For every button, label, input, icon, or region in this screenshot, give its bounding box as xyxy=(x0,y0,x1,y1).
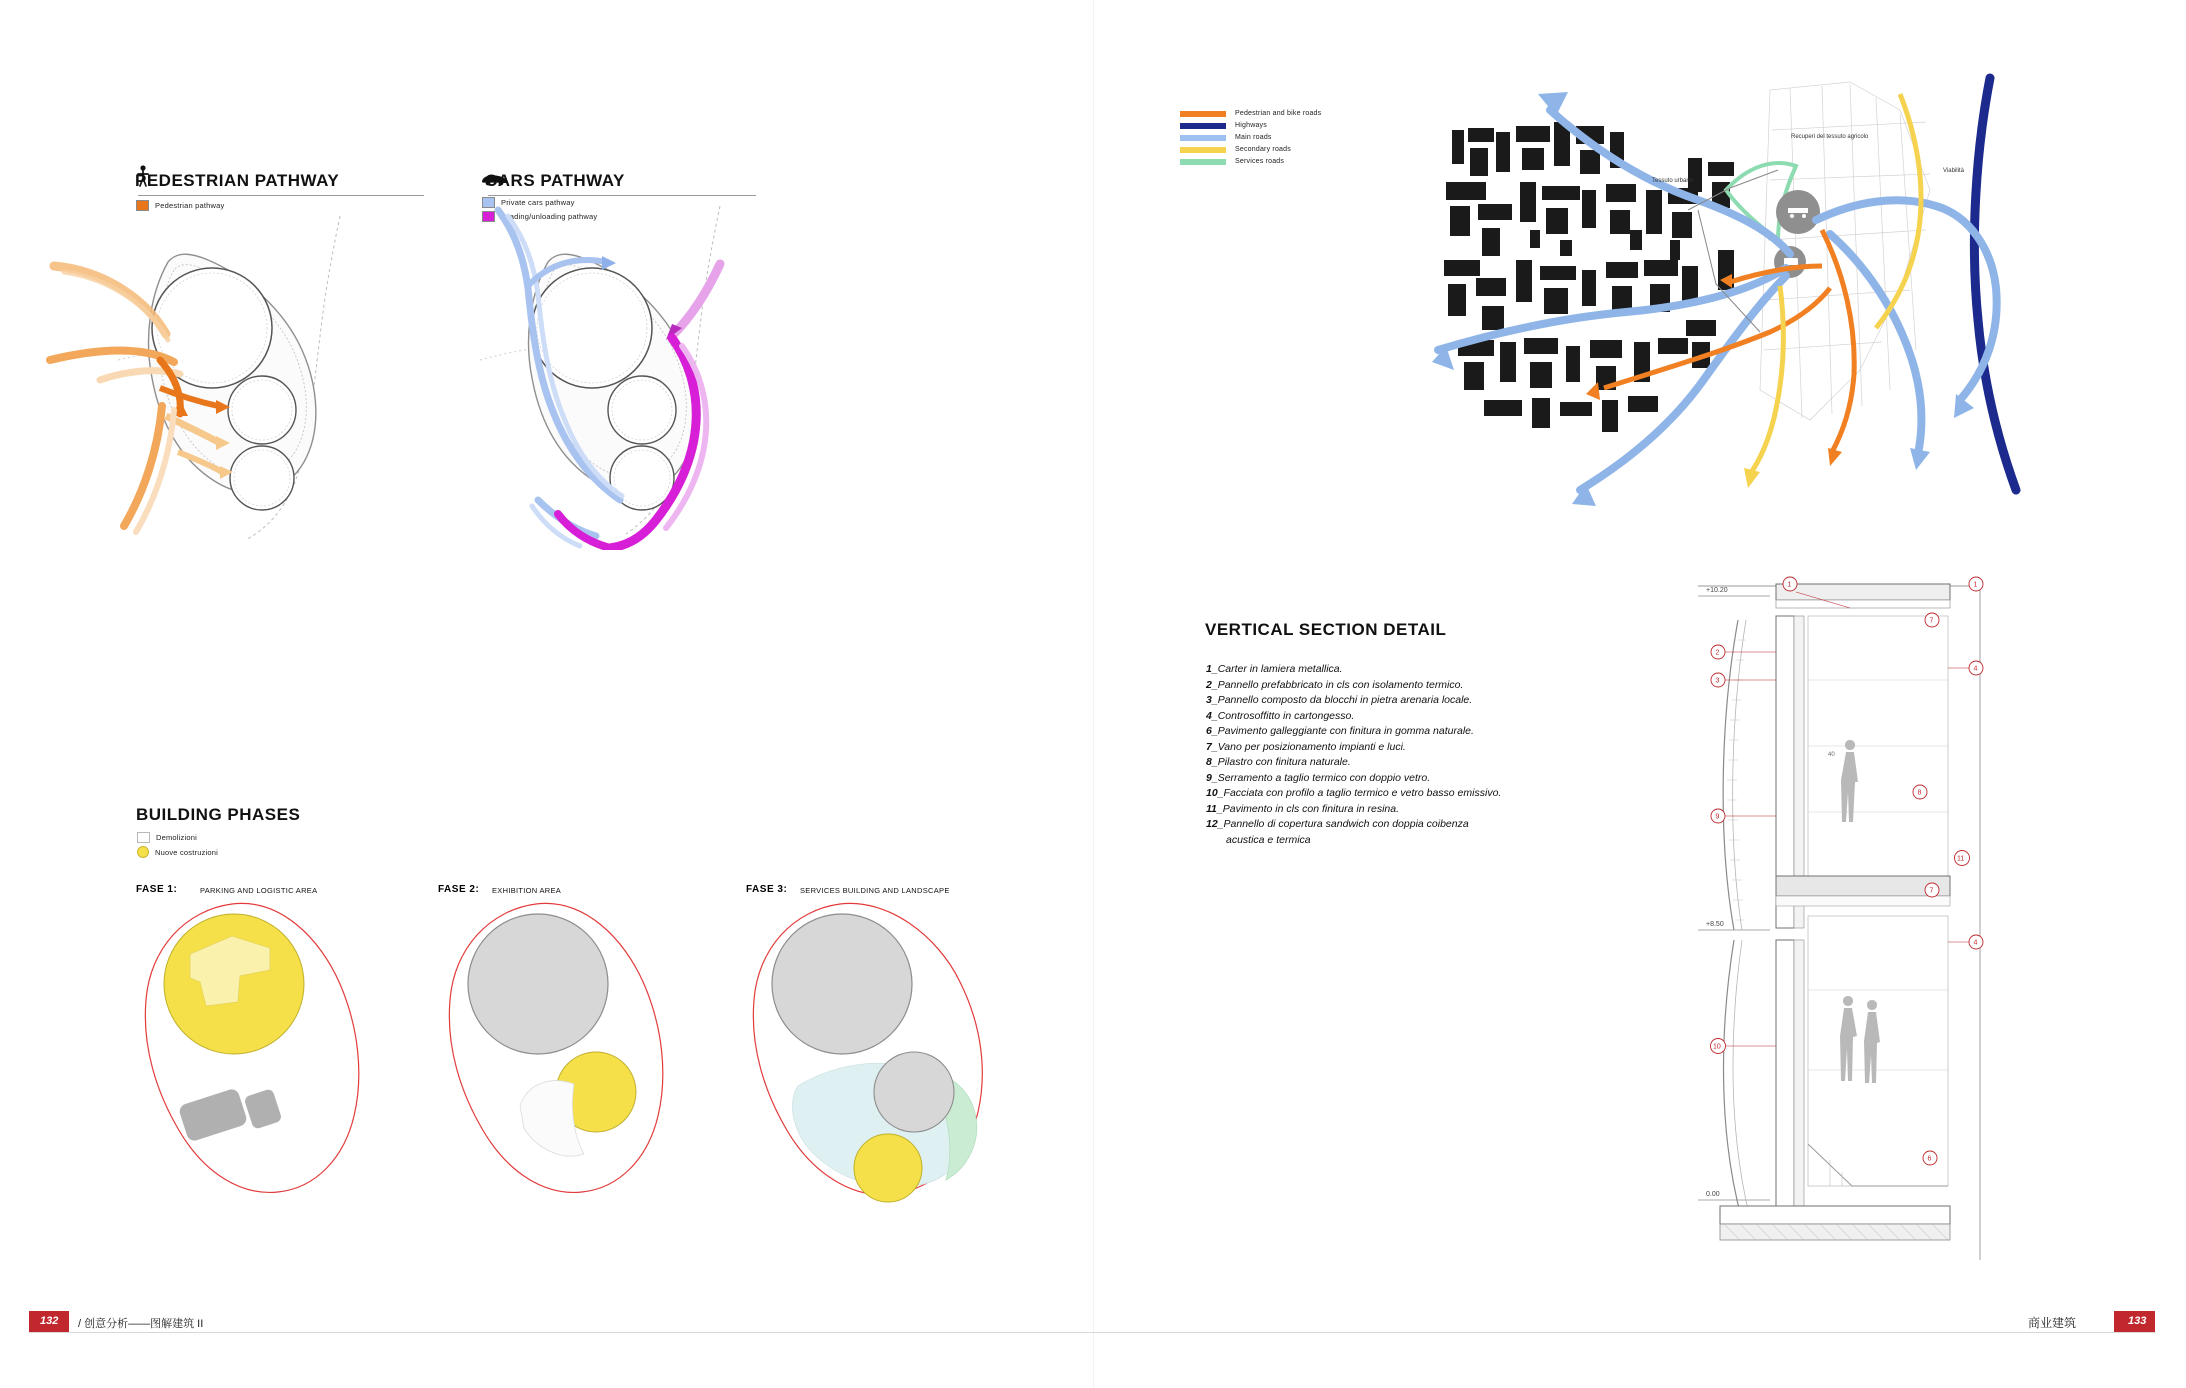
legend-line xyxy=(1180,159,1226,165)
svg-text:0.00: 0.00 xyxy=(1706,1191,1720,1198)
list-item: 7_Vano per posizionamento impianti e luci. xyxy=(1206,740,1406,753)
urban-context-map xyxy=(1430,70,2030,510)
list-item: 3_Pannello composto da blocchi in pietra arenaria locale. xyxy=(1206,694,1473,706)
legend-item xyxy=(1180,146,1321,153)
list-item: acustica e termica xyxy=(1226,833,1311,846)
svg-text:+8.50: +8.50 xyxy=(1706,921,1724,928)
list-item: 9_Serramento a taglio termico con doppio vetro. xyxy=(1206,771,1431,784)
legend-label: Nuove costruzioni xyxy=(155,847,219,857)
legend-label: Loading/unloading pathway xyxy=(501,212,598,221)
legend-label: Highways xyxy=(1235,122,1267,129)
legend-label: Pedestrian and bike roads xyxy=(1235,110,1322,117)
building-phases-title: BUILDING PHASES xyxy=(136,805,301,824)
pedestrian-pathway-title: PEDESTRIAN PATHWAY xyxy=(135,171,340,190)
phase-2-sublabel: EXHIBITION AREA xyxy=(492,886,562,895)
phase-1-diagram xyxy=(120,896,390,1216)
legend-item xyxy=(1180,158,1321,165)
vertical-section-legend-list xyxy=(1206,662,1626,848)
phase-1-sublabel: PARKING AND LOGISTIC AREA xyxy=(200,886,318,895)
legend-swatch xyxy=(137,832,150,843)
list-item: 6_Pavimento galleggiante con finitura in gomma naturale. xyxy=(1206,725,1474,737)
legend-label: Secondary roads xyxy=(1235,146,1291,153)
svg-text:+10.20: +10.20 xyxy=(1706,587,1728,594)
cars-title-underline xyxy=(488,195,756,196)
svg-text:1: 1 xyxy=(1787,581,1792,589)
footer-rule xyxy=(29,1332,2156,1333)
legend-item xyxy=(1180,134,1321,141)
footer-right-text: 商业建筑 xyxy=(2028,1316,2077,1330)
legend-item xyxy=(1180,122,1321,129)
legend-item xyxy=(137,832,218,843)
legend-line xyxy=(1180,135,1226,141)
footer-right-page-number: 133 xyxy=(2128,1315,2147,1327)
vertical-section-drawing xyxy=(1680,560,2000,1300)
svg-text:1: 1 xyxy=(1973,581,1978,589)
legend-label: Demolizioni xyxy=(156,833,197,842)
legend-label: Main roads xyxy=(1235,134,1272,141)
legend-line xyxy=(1180,147,1226,153)
map-caption: Viabilità xyxy=(1943,168,1964,174)
legend-label: Services roads xyxy=(1235,158,1285,165)
building-phases-legend xyxy=(137,832,218,861)
list-item: 4_Controsoffitto in cartongesso. xyxy=(1206,709,1355,722)
list-item: 10_Facciata con profilo a taglio termico e vetro basso emissivo. xyxy=(1206,787,1502,799)
legend-swatch xyxy=(137,846,149,858)
phase-1-label: FASE 1: xyxy=(136,884,178,895)
svg-text:10: 10 xyxy=(1713,1043,1721,1051)
list-item: 12_Pannello di copertura sandwich con doppia coibenza xyxy=(1206,818,1469,830)
svg-text:7: 7 xyxy=(1929,887,1934,895)
pedestrian-pathway-diagram xyxy=(40,210,440,550)
svg-text:4: 4 xyxy=(1973,665,1978,673)
list-item: 2_Pannello prefabbricato in cls con isolamento termico. xyxy=(1206,678,1464,691)
phase-2-label: FASE 2: xyxy=(438,884,480,895)
list-item: 8_Pilastro con finitura naturale. xyxy=(1206,756,1351,768)
phase-2-diagram xyxy=(424,896,694,1216)
phase-3-sublabel: SERVICES BUILDING AND LANDSCAPE xyxy=(800,886,950,895)
legend-line xyxy=(1180,123,1226,129)
svg-text:40: 40 xyxy=(1828,752,1835,758)
cars-pathway-title: CARS PATHWAY xyxy=(485,171,625,190)
phase-3-diagram xyxy=(728,896,1008,1216)
legend-line xyxy=(1180,111,1226,117)
svg-text:6: 6 xyxy=(1927,1155,1932,1163)
roads-legend xyxy=(1180,110,1321,170)
svg-text:11: 11 xyxy=(1957,855,1965,863)
vertical-section-detail-title: VERTICAL SECTION DETAIL xyxy=(1205,620,1447,639)
svg-text:3: 3 xyxy=(1715,677,1720,685)
footer-left-page-number: 132 xyxy=(40,1315,59,1327)
phase-3-label: FASE 3: xyxy=(746,884,788,895)
svg-text:8: 8 xyxy=(1917,789,1922,797)
map-caption: Recuperi del tessuto agricolo xyxy=(1791,134,1869,140)
list-item: 1_Carter in lamiera metallica. xyxy=(1206,663,1343,675)
legend-item xyxy=(137,846,218,858)
svg-text:7: 7 xyxy=(1929,617,1934,625)
svg-text:9: 9 xyxy=(1715,813,1720,821)
pedestrian-title-underline xyxy=(138,195,424,196)
legend-label: Pedestrian pathway xyxy=(155,201,225,210)
legend-item xyxy=(1180,110,1321,117)
footer-left-text: / 创意分析——图解建筑 II xyxy=(78,1318,204,1330)
list-item: 11_Pavimento in cls con finitura in resina. xyxy=(1206,802,1399,815)
cars-pathway-diagram xyxy=(420,200,820,550)
svg-text:4: 4 xyxy=(1973,939,1978,947)
svg-text:2: 2 xyxy=(1715,649,1720,657)
legend-label: Private cars pathway xyxy=(501,198,575,207)
map-caption: Tessuto urbano xyxy=(1652,178,1694,184)
